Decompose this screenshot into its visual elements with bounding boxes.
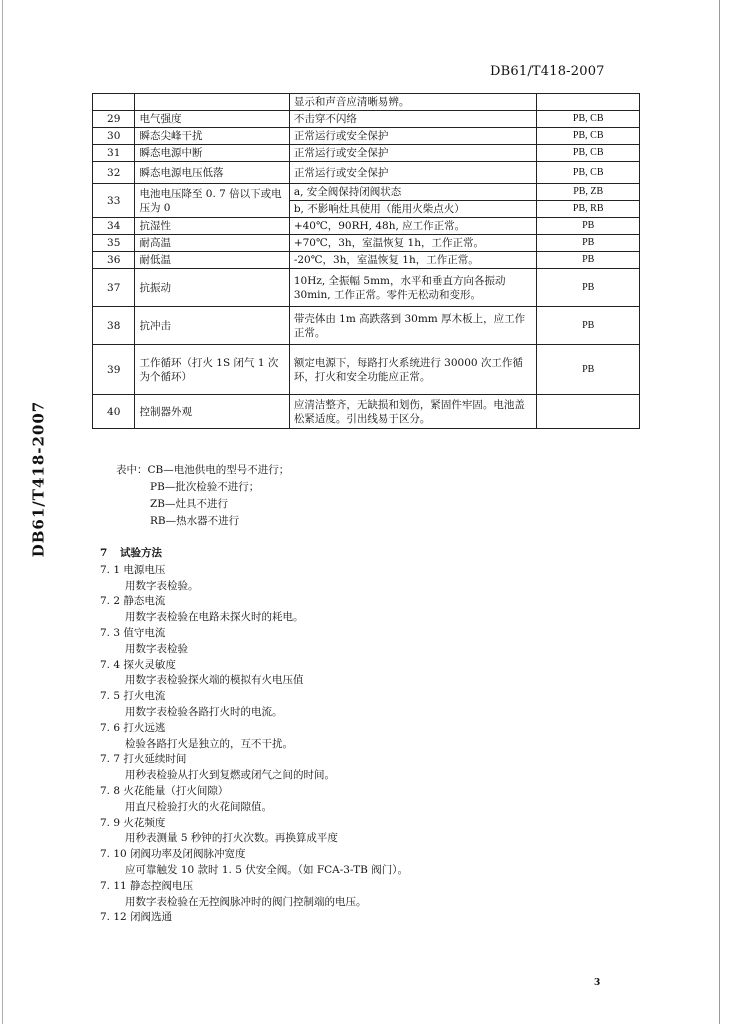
section-number: 7 xyxy=(100,547,108,559)
row-item: 抗振动 xyxy=(135,269,289,307)
method-title: 7. 11 静态控阀电压 xyxy=(100,879,194,892)
note-item: PB—批次检验不进行； xyxy=(150,481,260,493)
row-item xyxy=(135,94,289,111)
method-title: 7. 1 电源电压 xyxy=(100,563,166,576)
row-num: 33 xyxy=(93,184,135,218)
row-req: b, 不影响灶具使用（能用火柴点火） xyxy=(289,201,537,218)
doc-code-header: DB61/T418-2007 xyxy=(490,64,605,79)
row-num: 37 xyxy=(93,269,135,307)
row-code: PB xyxy=(537,307,640,345)
section-heading xyxy=(100,546,408,562)
method-body: 用数字表检验。 xyxy=(125,579,199,592)
row-req: 正常运行或安全保护 xyxy=(289,145,537,162)
row-req: +40℃，90RH, 48h, 应工作正常。 xyxy=(289,218,537,235)
row-num: 35 xyxy=(93,235,135,252)
method-body: 检验各路打火是独立的，互不干扰。 xyxy=(125,737,293,750)
row-code: PB xyxy=(537,218,640,235)
row-req: 正常运行或安全保护 xyxy=(289,162,537,184)
section-title: 试验方法 xyxy=(120,547,162,559)
row-num: 39 xyxy=(93,345,135,395)
method-body: 用直尺检验打火的火花间隙值。 xyxy=(125,800,272,813)
method-title: 7. 3 值守电流 xyxy=(100,626,166,639)
row-item: 瞬态尖峰干扰 xyxy=(135,128,289,145)
side-doc-code: DB61/T418-2007 xyxy=(29,400,48,558)
method-body: 用数字表检验各路打火时的电流。 xyxy=(125,705,283,718)
row-code: PB, RB xyxy=(537,201,640,218)
row-code: PB xyxy=(537,269,640,307)
row-req: a, 安全阀保持闭阀状态 xyxy=(289,184,537,201)
spec-table xyxy=(92,93,640,429)
row-req: 不击穿不闪络 xyxy=(289,111,537,128)
table-row xyxy=(93,162,640,184)
table-row xyxy=(93,345,640,395)
row-code: PB xyxy=(537,252,640,269)
table-row xyxy=(93,184,640,201)
row-item: 电气强度 xyxy=(135,111,289,128)
table-row xyxy=(93,235,640,252)
method-body: 用秒表测量 5 秒钟的打火次数。再换算成平度 xyxy=(125,832,338,845)
note-lead: 表中：CB—电池供电的型号不进行； xyxy=(116,464,290,476)
table-row xyxy=(93,252,640,269)
note-item: ZB—灶具不进行 xyxy=(150,498,229,510)
row-req: 显示和声音应清晰易辨。 xyxy=(289,94,537,111)
row-req: 带壳体由 1m 高跌落到 30mm 厚木板上，应工作正常。 xyxy=(289,307,537,345)
table-row xyxy=(93,94,640,111)
method-body: 用数字表检验在电路未探火时的耗电。 xyxy=(125,611,304,624)
row-item: 瞬态电源电压低落 xyxy=(135,162,289,184)
row-code: PB, CB xyxy=(537,145,640,162)
row-item: 电池电压降至 0. 7 倍以下或电压为 0 xyxy=(135,184,289,218)
row-code: PB, CB xyxy=(537,162,640,184)
note-item: RB—热水器不进行 xyxy=(150,515,240,527)
row-req: 10Hz, 全振幅 5mm，水平和垂直方向各振动 30min, 工作正常。零件无松动和变形。 xyxy=(289,269,537,307)
method-title: 7. 5 打火电流 xyxy=(100,690,166,703)
row-req: 额定电源下，每路打火系统进行 30000 次工作循环，打火和安全功能应正常。 xyxy=(289,345,537,395)
row-item: 耐低温 xyxy=(135,252,289,269)
test-methods-section xyxy=(100,546,408,926)
scan-edge-right xyxy=(719,0,720,1024)
row-code: PB xyxy=(537,345,640,395)
page-number: 3 xyxy=(594,978,601,988)
method-title: 7. 4 探火灵敏度 xyxy=(100,658,176,671)
table-row xyxy=(93,128,640,145)
row-code: PB, ZB xyxy=(537,184,640,201)
row-req: 应清洁整齐，无缺损和划伤，紧固件牢固。电池盖松紧适度。引出线易于区分。 xyxy=(289,395,537,429)
method-body: 用数字表检验探火端的模拟有火电压值 xyxy=(125,674,304,687)
row-num: 40 xyxy=(93,395,135,429)
row-num: 34 xyxy=(93,218,135,235)
table-notes xyxy=(116,462,289,530)
method-title: 7. 6 打火远逃 xyxy=(100,721,166,734)
row-code: PB, CB xyxy=(537,128,640,145)
method-body: 用秒表检验从打火到复燃或闭气之间的时间。 xyxy=(125,769,335,782)
table-row xyxy=(93,395,640,429)
table-row xyxy=(93,145,640,162)
method-body: 用数字表检验 xyxy=(125,642,188,655)
row-code xyxy=(537,395,640,429)
method-title: 7. 9 火花频度 xyxy=(100,816,166,829)
method-title: 7. 2 静态电流 xyxy=(100,595,166,608)
row-num: 36 xyxy=(93,252,135,269)
row-num: 38 xyxy=(93,307,135,345)
row-item: 工作循环（打火 1S 闭气 1 次为个循环） xyxy=(135,345,289,395)
table-row xyxy=(93,111,640,128)
row-req: +70℃，3h，室温恢复 1h，工作正常。 xyxy=(289,235,537,252)
row-num: 31 xyxy=(93,145,135,162)
row-num: 29 xyxy=(93,111,135,128)
method-body: 用数字表检验在无控阀脉冲时的阀门控制端的电压。 xyxy=(125,895,367,908)
table-row xyxy=(93,269,640,307)
row-item: 耐高温 xyxy=(135,235,289,252)
method-title: 7. 12 闭阀选通 xyxy=(100,911,173,924)
row-item: 控制器外观 xyxy=(135,395,289,429)
table-row xyxy=(93,218,640,235)
row-code xyxy=(537,94,640,111)
row-num: 30 xyxy=(93,128,135,145)
row-code: PB, CB xyxy=(537,111,640,128)
method-title: 7. 7 打火延续时间 xyxy=(100,753,187,766)
row-item: 瞬态电源中断 xyxy=(135,145,289,162)
table-row xyxy=(93,307,640,345)
method-title: 7. 8 火花能量（打火间隙） xyxy=(100,784,229,797)
row-req: 正常运行或安全保护 xyxy=(289,128,537,145)
row-code: PB xyxy=(537,235,640,252)
row-item: 抗湿性 xyxy=(135,218,289,235)
row-item: 抗冲击 xyxy=(135,307,289,345)
method-title: 7. 10 闭阀功率及闭阀脉冲宽度 xyxy=(100,848,246,861)
method-body: 应可靠触发 10 款时 1. 5 伏安全阀。（如 FCA-3-TB 阀门）。 xyxy=(125,863,408,876)
scan-edge-left xyxy=(2,0,3,1024)
row-req: -20℃，3h，室温恢复 1h，工作正常。 xyxy=(289,252,537,269)
row-num: 32 xyxy=(93,162,135,184)
row-num xyxy=(93,94,135,111)
